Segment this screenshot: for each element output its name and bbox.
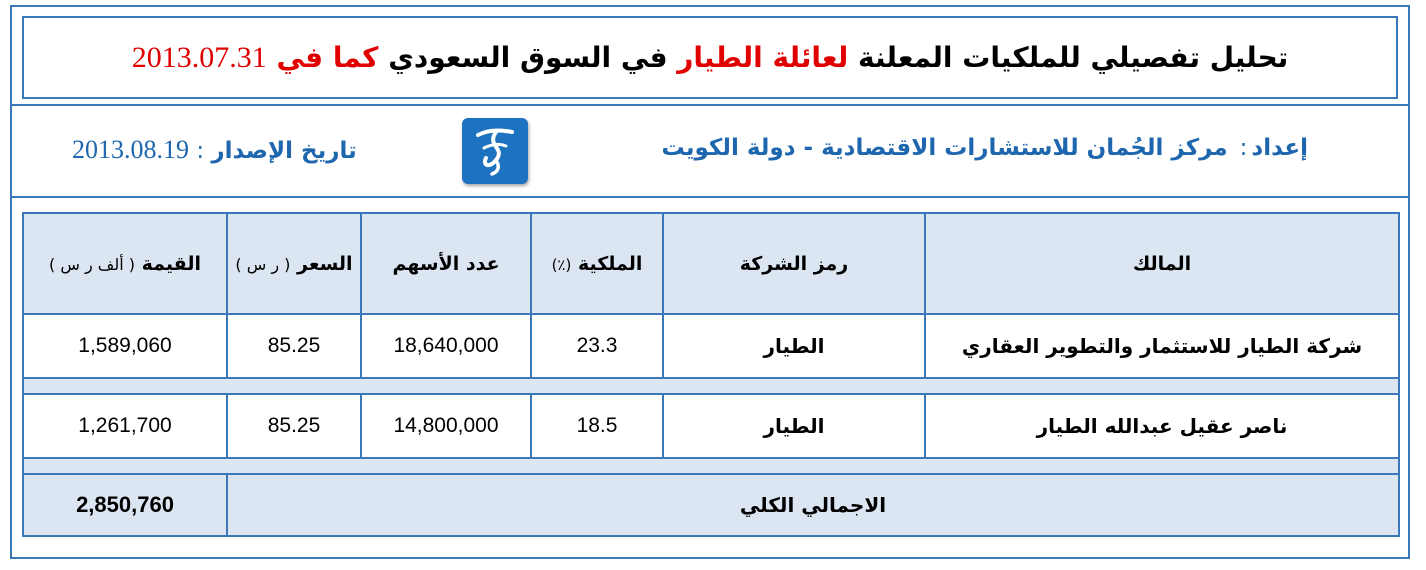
aljuman-logo-icon xyxy=(462,118,528,184)
cell-ownership: 18.5 xyxy=(531,394,663,458)
header-shares: عدد الأسهم xyxy=(361,213,531,314)
cell-ownership: 23.3 xyxy=(531,314,663,378)
table-row xyxy=(23,314,1399,378)
header-ownership: الملكية (٪) xyxy=(531,213,663,314)
title-part1: تحليل تفصيلي للملكيات المعلنة xyxy=(858,40,1289,74)
title-date: 2013.07.31 xyxy=(131,40,267,74)
cell-symbol: الطيار xyxy=(663,394,925,458)
title-box xyxy=(22,16,1398,99)
table-spacer-row xyxy=(23,458,1399,474)
header-value: القيمة ( ألف ر س ) xyxy=(23,213,227,314)
title-part2: لعائلة الطيار xyxy=(677,40,849,74)
issue-label: تاريخ الإصدار xyxy=(211,138,357,164)
preparation-label: إعداد xyxy=(1251,135,1308,161)
page-title xyxy=(132,41,1289,75)
cell-owner: شركة الطيار للاستثمار والتطوير العقاري xyxy=(925,314,1399,378)
header-owner: المالك xyxy=(925,213,1399,314)
issue-date: 2013.08.19 xyxy=(72,135,189,164)
cell-owner: ناصر عقيل عبدالله الطيار xyxy=(925,394,1399,458)
header-symbol: رمز الشركة xyxy=(663,213,925,314)
issue-colon: : xyxy=(196,138,205,164)
preparation-colon: : xyxy=(1239,135,1248,161)
title-part3: في السوق السعودي xyxy=(388,40,668,74)
cell-price: 85.25 xyxy=(227,314,361,378)
table-row xyxy=(23,394,1399,458)
cell-price: 85.25 xyxy=(227,394,361,458)
issue-date-line xyxy=(72,135,357,165)
table-spacer-row xyxy=(23,378,1399,394)
cell-symbol: الطيار xyxy=(663,314,925,378)
cell-value: 1,261,700 xyxy=(23,394,227,458)
header-price: السعر ( ر س ) xyxy=(227,213,361,314)
cell-value: 1,589,060 xyxy=(23,314,227,378)
table-total-row xyxy=(23,474,1399,536)
preparation-text: مركز الجُمان للاستشارات الاقتصادية - دولة الكويت xyxy=(661,135,1228,161)
title-part4: كما في xyxy=(276,40,379,74)
total-label: الاجمالي الكلي xyxy=(227,474,1399,536)
header-divider xyxy=(10,104,1410,106)
holdings-table xyxy=(22,212,1400,537)
info-divider xyxy=(10,196,1410,198)
preparation-line xyxy=(662,135,1308,161)
table-header-row xyxy=(23,213,1399,314)
total-value: 2,850,760 xyxy=(23,474,227,536)
cell-shares: 18,640,000 xyxy=(361,314,531,378)
cell-shares: 14,800,000 xyxy=(361,394,531,458)
